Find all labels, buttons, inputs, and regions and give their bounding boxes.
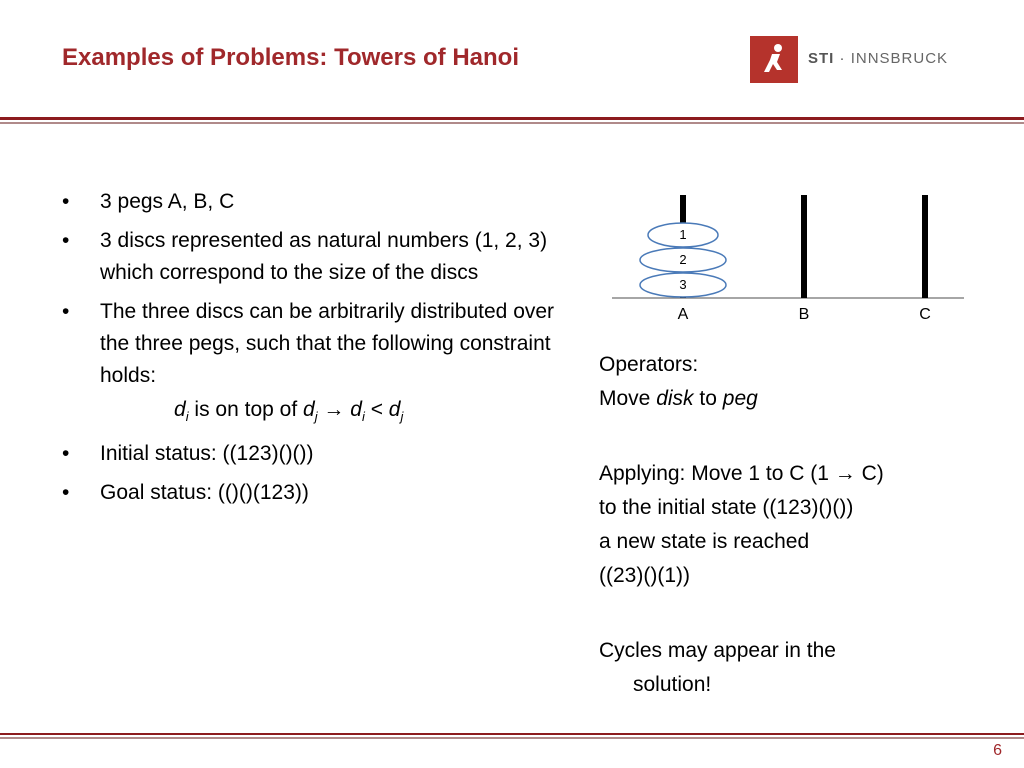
logo-location: INNSBRUCK [850,50,949,67]
slide-title: Examples of Problems: Towers of Hanoi [62,44,519,71]
logo-brand: STI [808,50,835,67]
bullet-dot: • [62,300,70,323]
peg-label: C [919,306,931,323]
bullet-list [62,186,582,516]
bullet-text: Initial status: ((123)()()) [100,442,314,466]
cycles-line-2: solution! [633,673,712,696]
logo-figure-icon [750,36,798,83]
peg-label: A [677,306,689,323]
initial-state-line: to the initial state ((123)()()) [599,496,854,519]
operator-definition: Move disk to peg [599,387,758,410]
disc-label: 3 [679,277,687,292]
bullet-text: The three discs can be arbitrarily distributed over the three pegs, such that the following constraint holds: [100,300,555,387]
sti-logo-mark [750,36,798,83]
peg-c [922,195,928,298]
peg-label: B [798,306,810,323]
reached-state-line: ((23)()(1)) [599,564,690,587]
operators-text [599,348,999,702]
bullet-dot: • [62,190,70,213]
bullet-text: Goal status: (()()(123)) [100,481,309,505]
footer-rule-thin [0,737,1024,739]
disc-label: 1 [679,227,687,242]
header-rule [0,117,1024,120]
operators-heading: Operators: [599,353,699,376]
header-rule-thin [0,122,1024,124]
bullet-item [62,225,582,289]
constraint-formula: $d_i$ is on top of $d_j \to d_i < d_j$ [174,398,404,425]
logo-separator: · [839,50,846,67]
applying-line: Applying: Move 1 to C (1 → C) [599,462,884,485]
bullet-text: 3 pegs A, B, C [100,190,235,213]
bullet-dot: • [62,442,70,466]
bullet-dot: • [62,481,70,505]
bullet-dot: • [62,229,70,252]
logo-wordmark [808,50,948,67]
cycles-line: Cycles may appear in the [599,639,836,662]
bullet-item [62,438,582,470]
footer-rule [0,733,1024,735]
peg-b [801,195,807,298]
bullet-item [62,186,582,218]
disc-label: 2 [679,252,687,267]
hanoi-diagram [612,190,972,330]
new-state-line: a new state is reached [599,530,810,553]
bullet-text: 3 discs represented as natural numbers (1, 2, 3) which correspond to the size of the discs [100,229,548,284]
bullet-item [62,477,582,509]
bullet-item [62,296,582,392]
page-number: 6 [993,742,1002,759]
